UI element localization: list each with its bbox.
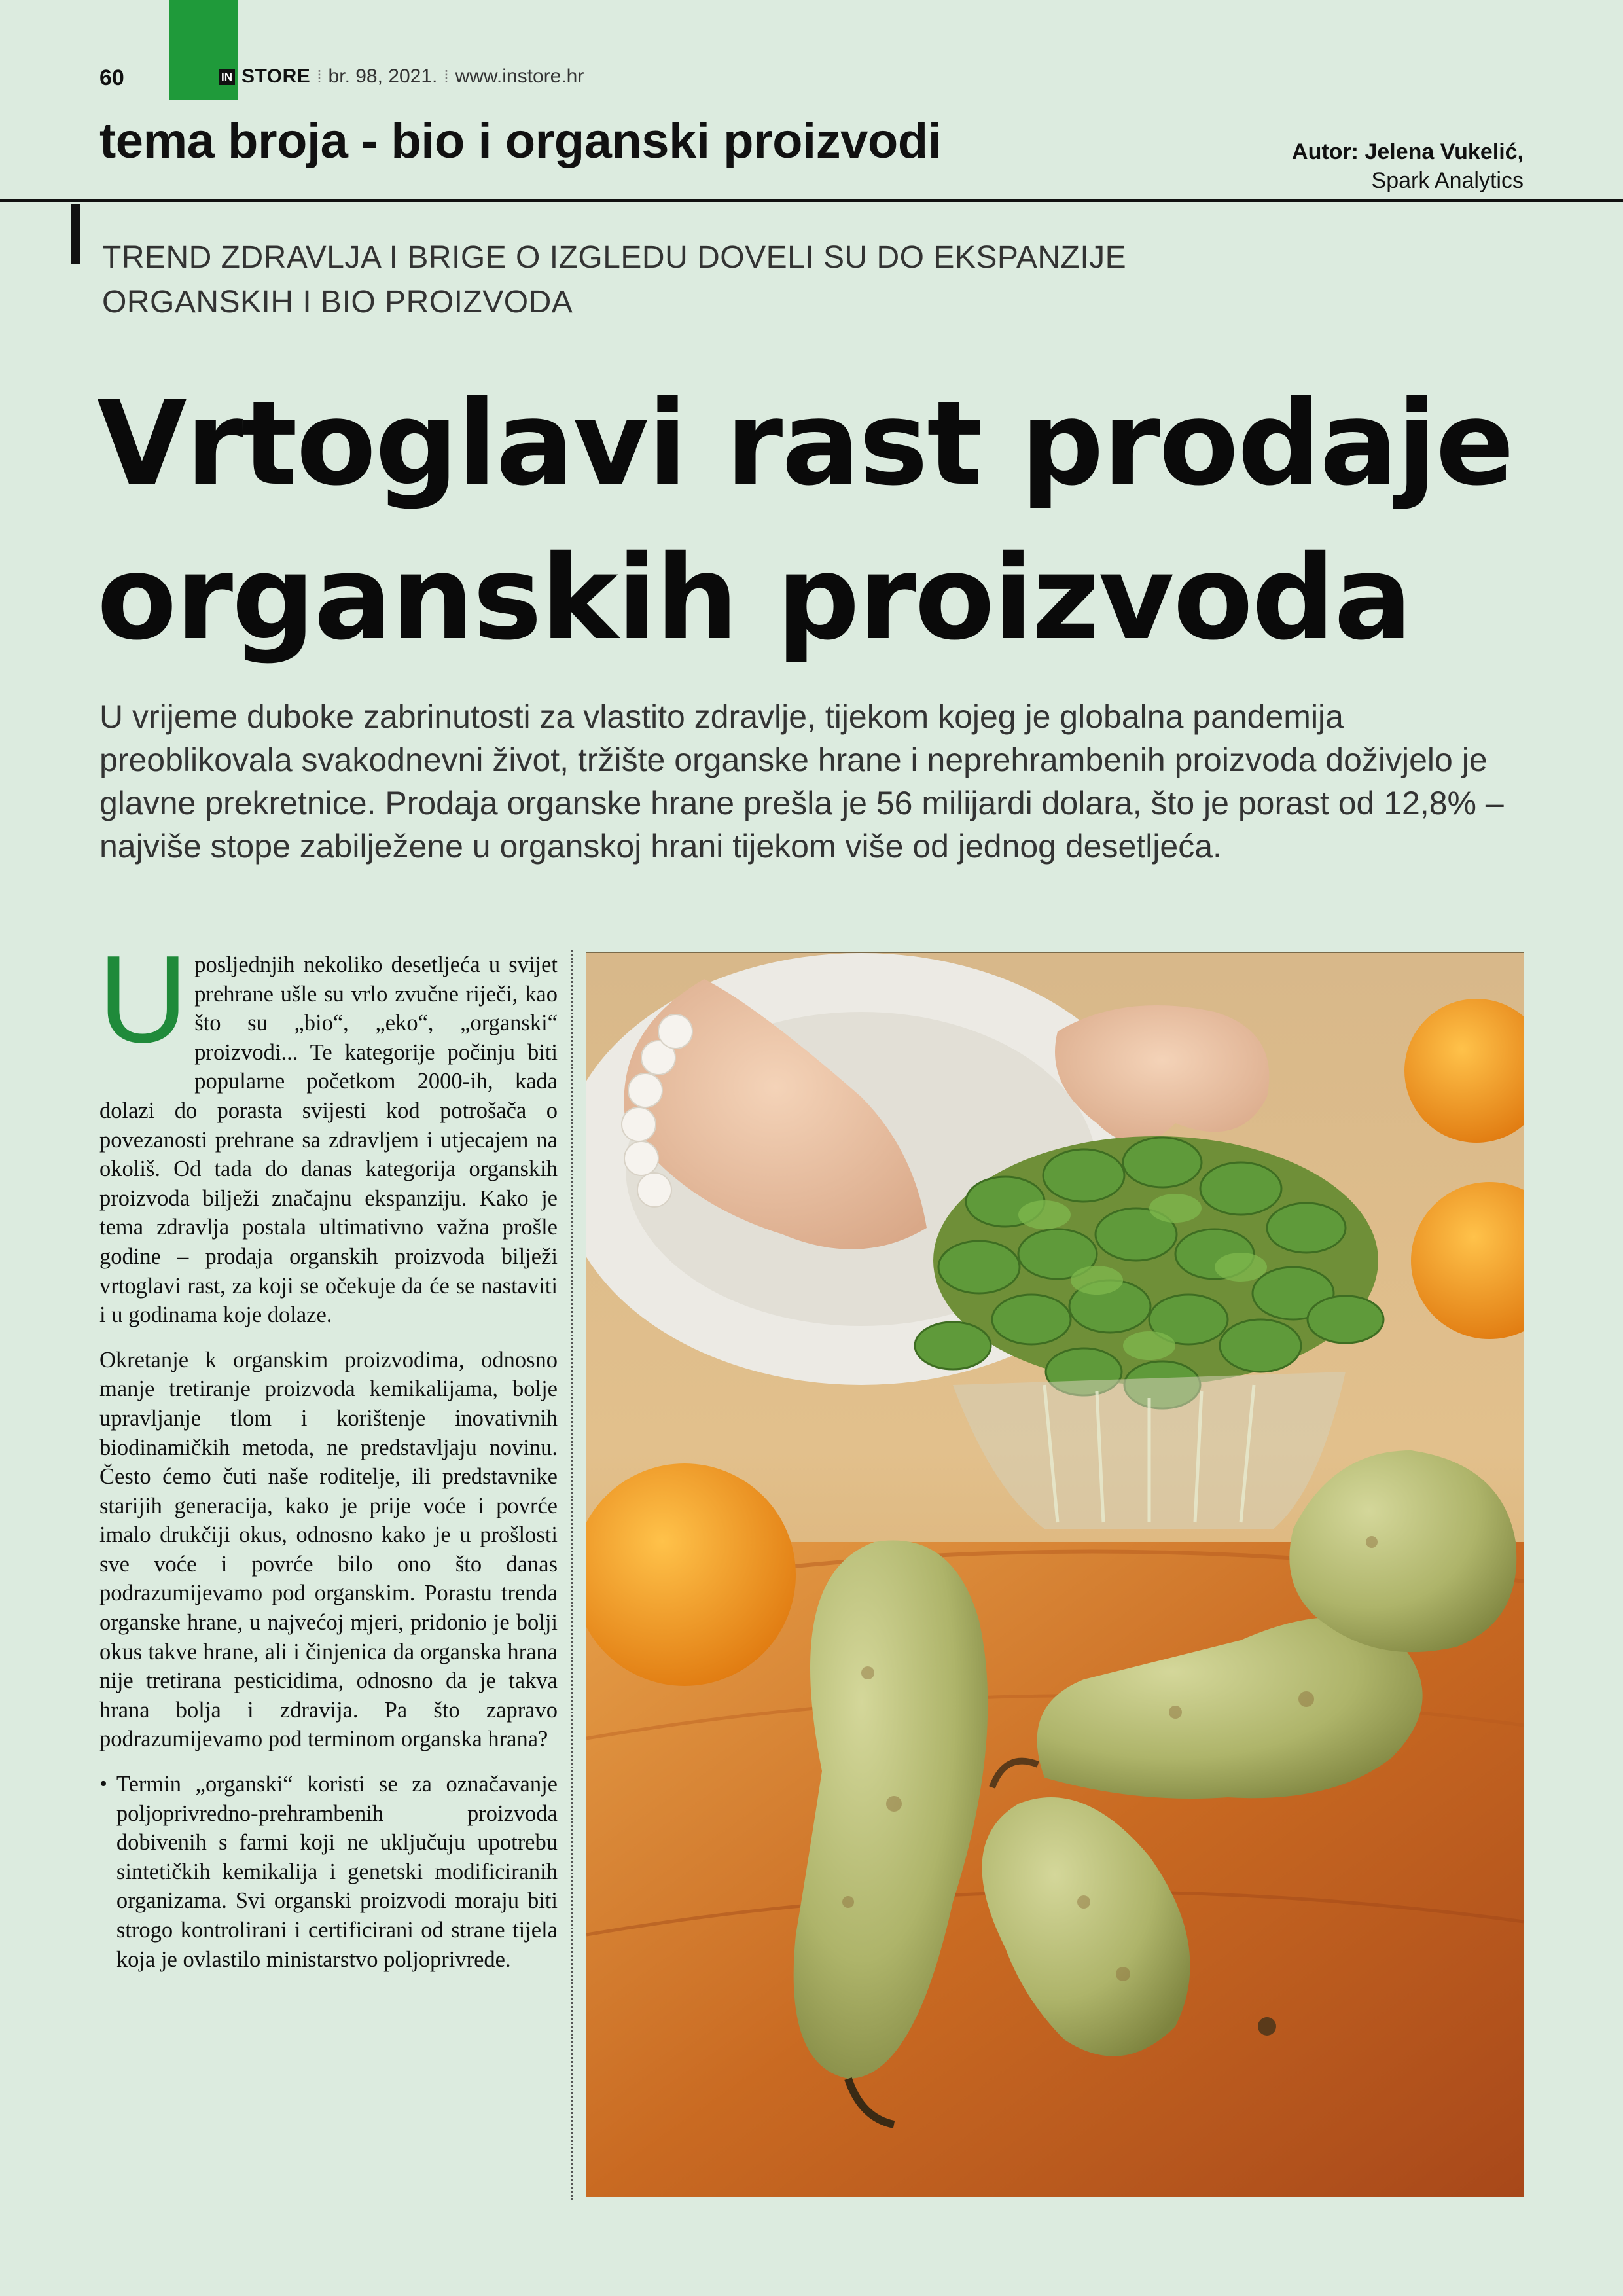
bullet-item-text: Termin „organski“ koristi se za označavanje poljoprivredno-prehrambenih proizvoda dobivenih s farmi koji ne uključuju upotrebu sintetičkih kemikalija i genetski modificiranih organizama. Svi organski proizvodi moraju biti strogo kontrolirani i certificirani od strane tijela koja je ovlastilo ministarstvo poljoprivrede. [116, 1772, 558, 1972]
bullet-item [99, 1770, 558, 1974]
author-name: Autor: Jelena Vukelić, [1292, 139, 1524, 164]
headline [97, 367, 1537, 675]
headline-line-1: Vrtoglavi rast prodaje [97, 376, 1514, 511]
microgreens-pears-illustration [586, 953, 1524, 2197]
header-rule [0, 199, 1623, 202]
page-number: 60 [99, 65, 124, 90]
body-paragraph-1-text: posljednjih nekoliko desetljeća u svijet prehrane ušle su vrlo zvučne riječi, kao što su „bio“, „eko“, „organski“ proizvodi... Te kategorije počinju biti popularne početkom 2000-ih, kada dolazi do porasta svijesti kod potrošača o povezanosti prehrane sa zdravljem i utjecajem na okoliš. Od tada do danas kategorija organskih proizvoda bilježi značajnu ekspanziju. Kako je tema zdravlja postala ultimativno važna prošle godine – prodaja organskih proizvoda bilježi vrtoglavi rast, za koji se očekuje da će se nastaviti i u godinama koje dolaze. [99, 952, 558, 1328]
logo-store-text: STORE [241, 65, 311, 87]
author-block [1292, 137, 1524, 195]
masthead-separator: ⁞ [444, 66, 449, 86]
kicker-line-1: TREND ZDRAVLJA I BRIGE O IZGLEDU DOVELI SU DO EKSPANZIJE [102, 240, 1127, 275]
author-organization: Spark Analytics [1371, 168, 1524, 193]
headline-line-2: organskih proizvoda [97, 530, 1412, 666]
logo-in-badge: IN [219, 69, 235, 85]
bullet-dot-icon: • [99, 1772, 107, 1797]
article-photo [586, 952, 1524, 2197]
lead-paragraph: U vrijeme duboke zabrinutosti za vlastito zdravlje, tijekom kojeg je globalna pandemija preoblikovala svakodnevni život, tržište organske hrane i neprehrambenih proizvoda doživjelo je glavne prekretnice. Prodaja organske hrane prešla je 56 milijardi dolara, što je porast od 12,8% – najviše stope zabilježene u organskoj hrani tijekom više od jednog desetljeća. [99, 698, 1504, 865]
column-divider [571, 950, 573, 2200]
body-column [98, 930, 558, 1974]
kicker-accent-bar [71, 204, 80, 264]
masthead [219, 65, 584, 88]
drop-cap: U [98, 930, 188, 1069]
masthead-separator: ⁞ [317, 66, 322, 86]
website-link[interactable]: www.instore.hr [455, 65, 584, 87]
body-paragraph-1 [98, 930, 558, 1330]
issue-info: br. 98, 2021. [328, 65, 438, 87]
kicker [102, 236, 1346, 325]
section-title: tema broja - bio i organski proizvodi [99, 113, 942, 169]
body-paragraph-2: Okretanje k organskim proizvodima, odnosno manje tretiranje proizvoda kemikalijama, bolje upravljanje tlom i korištenje inovativnih biodinamičkih metoda, ne predstavljaju novinu. Često ćemo čuti naše roditelje, ili predstavnike starijih generacija, kako je prije voće i povrće imalo drukčiji okus, odnosno kako je u prošlosti sve voće i povrće bilo ono što danas podrazumijevamo pod organskim. Porastu trenda organske hrane, u najvećoj mjeri, pridonio je bolji okus takve hrane, ali i činjenica da organska hrana nije tretirana pesticidima, odnosno da je takva hrana bolja i zdravija. Pa što zapravo podrazumijevamo pod terminom organska hrana? [99, 1347, 558, 1752]
kicker-line-2: ORGANSKIH I BIO PROIZVODA [102, 285, 573, 319]
